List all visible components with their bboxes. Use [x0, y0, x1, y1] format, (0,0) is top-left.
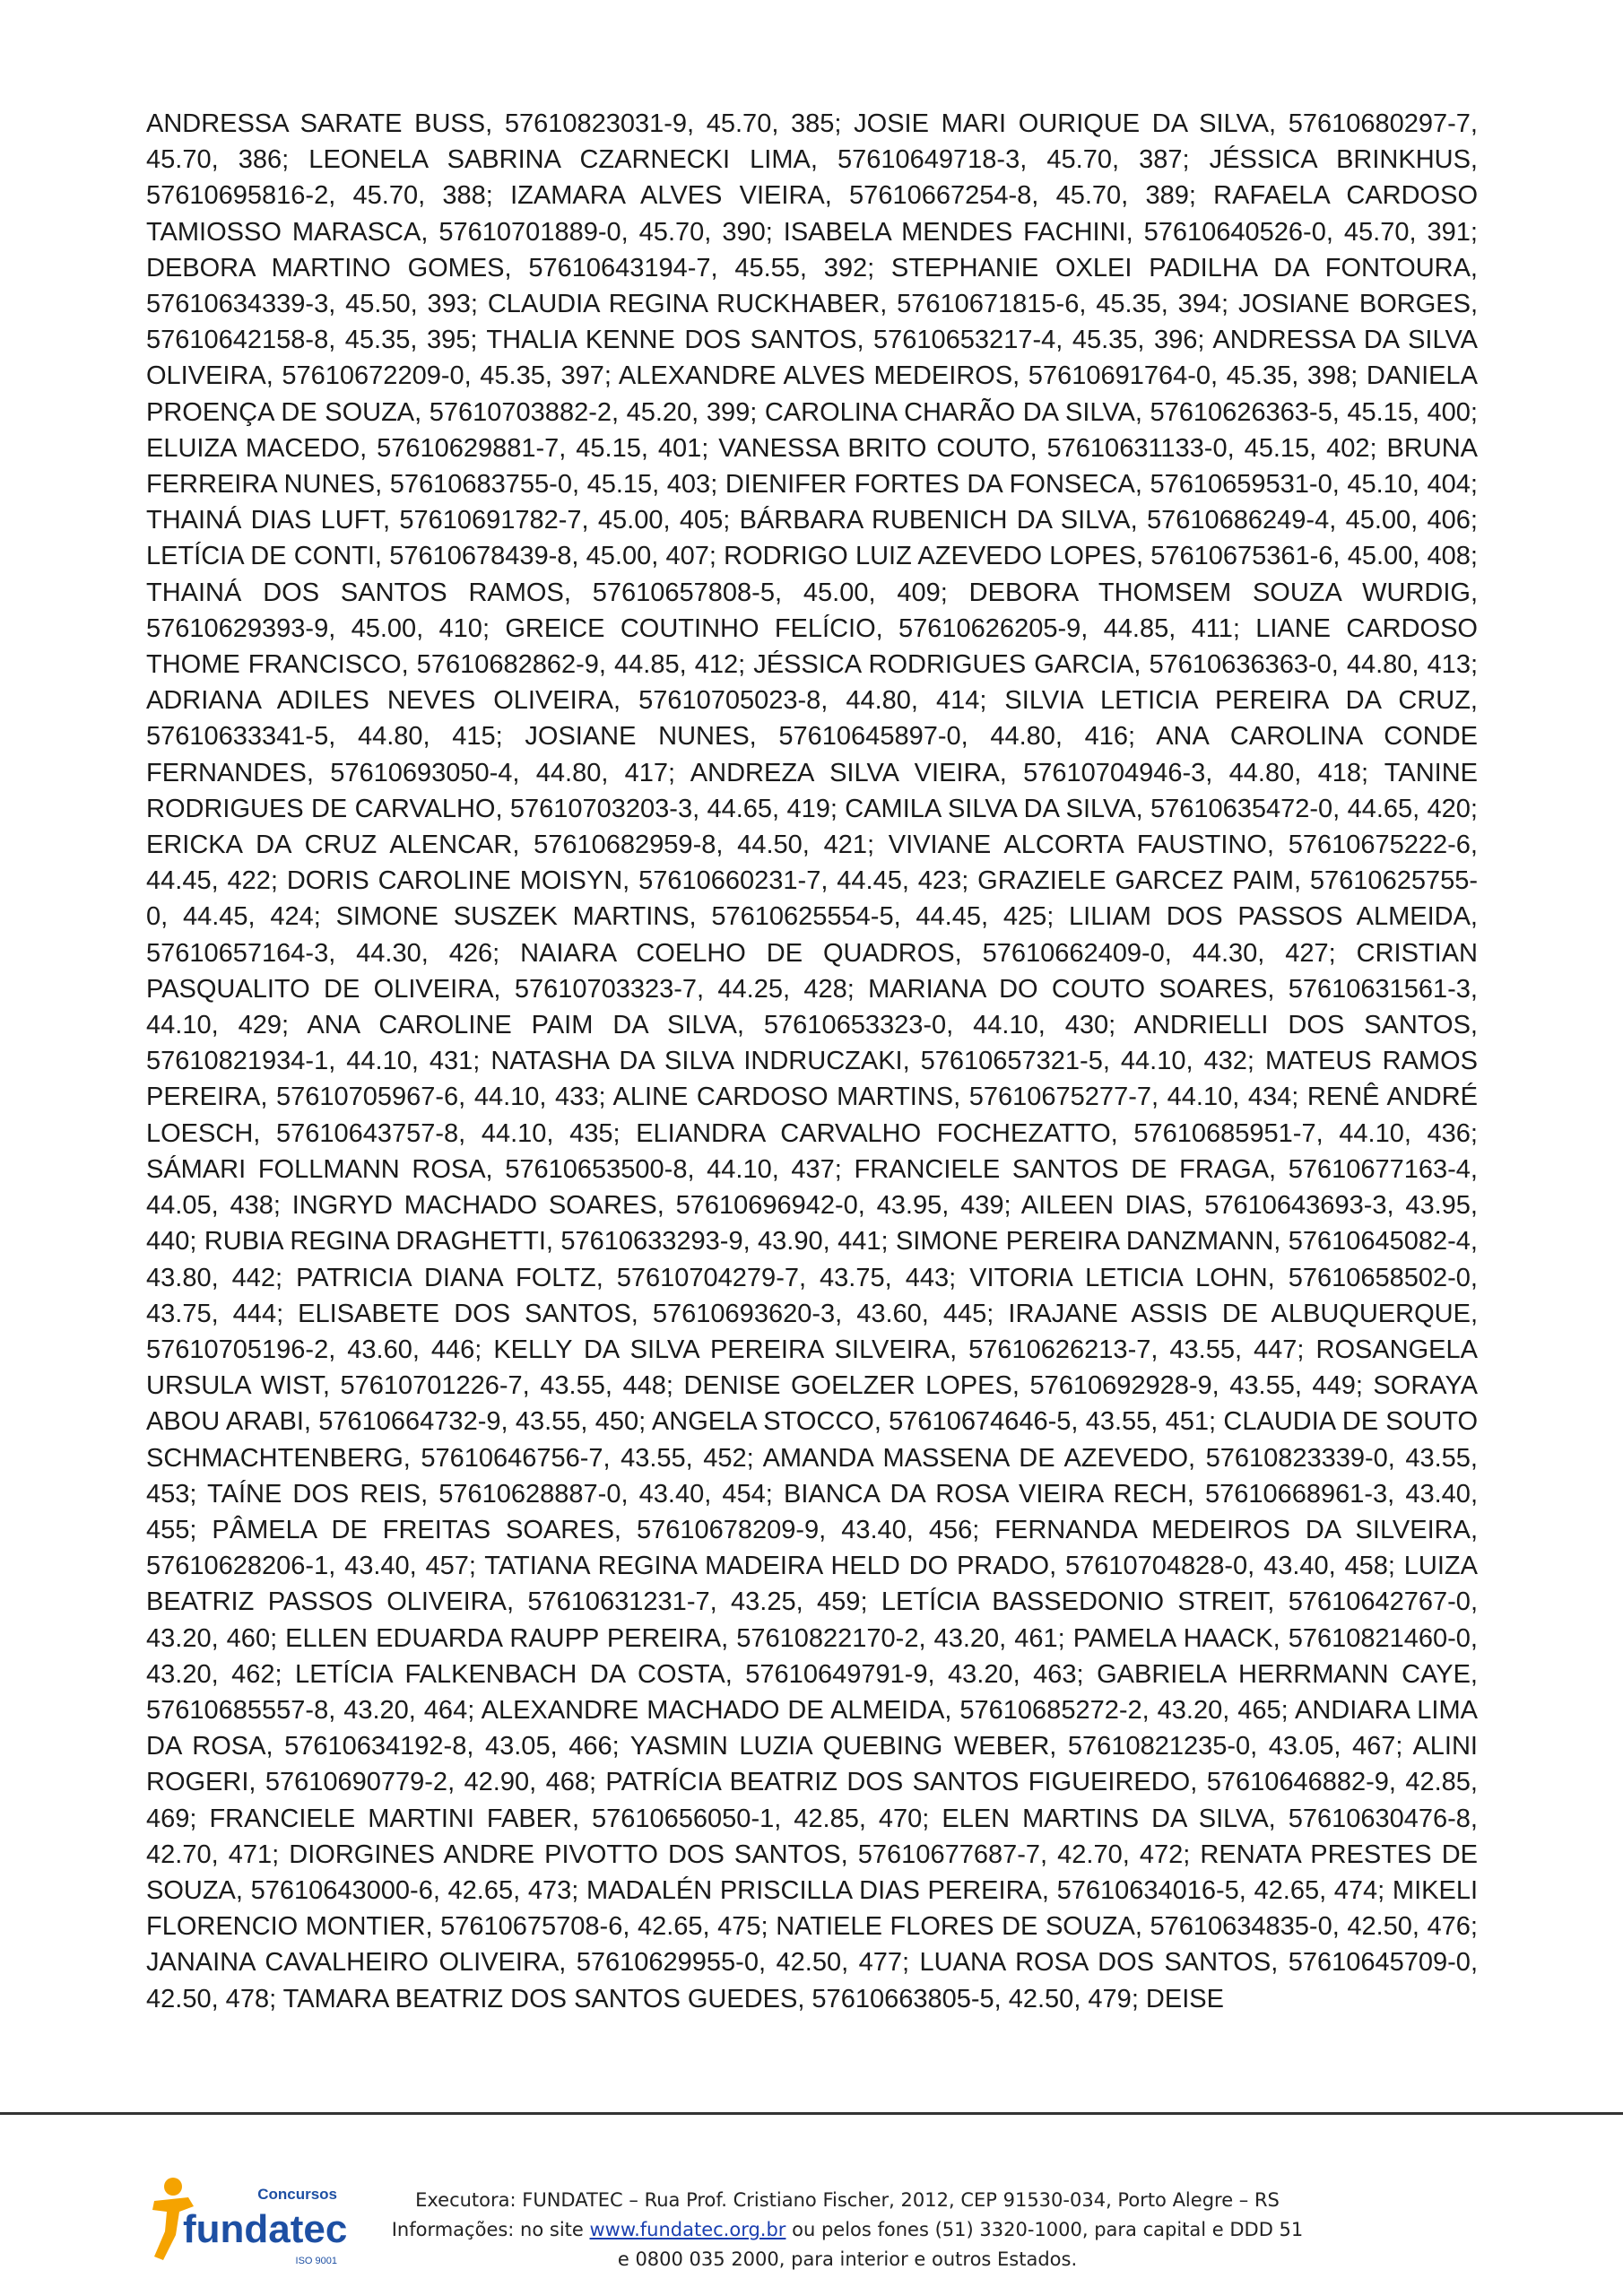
fundatec-logo	[149, 2170, 351, 2278]
footer-address-line: Executora: FUNDATEC – Rua Prof. Cristiano Fischer, 2012, CEP 91530-034, Porto Alegre – RS	[415, 2189, 1280, 2211]
footer-info-line	[377, 2215, 1318, 2245]
logo-iso-text: ISO 9001	[295, 2256, 337, 2266]
footer-info	[377, 2186, 1318, 2274]
logo-fundatec-text: fundatec	[183, 2207, 348, 2251]
footer-info-prefix: Informações: no site	[391, 2219, 590, 2240]
footer-divider	[0, 2112, 1623, 2115]
fundatec-website-link[interactable]: www.fundatec.org.br	[589, 2219, 786, 2240]
logo-concursos-text: Concursos	[257, 2186, 337, 2203]
footer-info-suffix: ou pelos fones (51) 3320-1000, para capital e DDD 51	[785, 2219, 1304, 2240]
footer-phone-line: e 0800 035 2000, para interior e outros Estados.	[617, 2248, 1078, 2270]
results-list-text: ANDRESSA SARATE BUSS, 57610823031-9, 45.70, 385; JOSIE MARI OURIQUE DA SILVA, 57610680297-7, 45.70, 386; LEONELA SABRINA CZARNECKI LIMA, 57610649718-3, 45.70, 387; JÉSSICA BRINKHUS, 57610695816-2, 45.70, 388; IZAMARA ALVES VIEIRA, 57610667254-8, 45.70, 389; RAFAELA CARDOSO TAMIOSSO MARASCA, 57610701889-0, 45.70, 390; ISABELA MENDES FACHINI, 57610640526-0, 45.70, 391; DEBORA MARTINO GOMES, 57610643194-7, 45.55, 392; STEPHANIE OXLEI PADILHA DA FONTOURA, 57610634339-3, 45.50, 393; CLAUDIA REGINA RUCKHABER, 57610671815-6, 45.35, 394; JOSIANE BORGES, 57610642158-8, 45.35, 395; THALIA KENNE DOS SANTOS, 57610653217-4, 45.35, 396; ANDRESSA DA SILVA OLIVEIRA, 57610672209-0, 45.35, 397; ALEXANDRE ALVES MEDEIROS, 57610691764-0, 45.35, 398; DANIELA PROENÇA DE SOUZA, 57610703882-2, 45.20, 399; CAROLINA CHARÃO DA SILVA, 57610626363-5, 45.15, 400; ELUIZA MACEDO, 57610629881-7, 45.15, 401; VANESSA BRITO COUTO, 57610631133-0, 45.15, 402; BRUNA FERREIRA NUNES, 57610683755-0, 45.15, 403; DIENIFER FORTES DA FONSECA, 57610659531-0, 45.10, 404; THAINÁ DIAS LUFT, 57610691782-7, 45.00, 405; BÁRBARA RUBENICH DA SILVA, 57610686249-4, 45.00, 406; LETÍCIA DE CONTI, 57610678439-8, 45.00, 407; RODRIGO LUIZ AZEVEDO LOPES, 57610675361-6, 45.00, 408; THAINÁ DOS SANTOS RAMOS, 57610657808-5, 45.00, 409; DEBORA THOMSEM SOUZA WURDIG, 57610629393-9, 45.00, 410; GREICE COUTINHO FELÍCIO, 57610626205-9, 44.85, 411; LIANE CARDOSO THOME FRANCISCO, 57610682862-9, 44.85, 412; JÉSSICA RODRIGUES GARCIA, 57610636363-0, 44.80, 413; ADRIANA ADILES NEVES OLIVEIRA, 57610705023-8, 44.80, 414; SILVIA LETICIA PEREIRA DA CRUZ, 57610633341-5, 44.80, 415; JOSIANE NUNES, 57610645897-0, 44.80, 416; ANA CAROLINA CONDE FERNANDES, 57610693050-4, 44.80, 417; ANDREZA SILVA VIEIRA, 57610704946-3, 44.80, 418; TANINE RODRIGUES DE CARVALHO, 57610703203-3, 44.65, 419; CAMILA SILVA DA SILVA, 57610635472-0, 44.65, 420; ERICKA DA CRUZ ALENCAR, 57610682959-8, 44.50, 421; VIVIANE ALCORTA FAUSTINO, 57610675222-6, 44.45, 422; DORIS CAROLINE MOISYN, 57610660231-7, 44.45, 423; GRAZIELE GARCEZ PAIM, 57610625755-0, 44.45, 424; SIMONE SUSZEK MARTINS, 57610625554-5, 44.45, 425; LILIAM DOS PASSOS ALMEIDA, 57610657164-3, 44.30, 426; NAIARA COELHO DE QUADROS, 57610662409-0, 44.30, 427; CRISTIAN PASQUALITO DE OLIVEIRA, 57610703323-7, 44.25, 428; MARIANA DO COUTO SOARES, 57610631561-3, 44.10, 429; ANA CAROLINE PAIM DA SILVA, 57610653323-0, 44.10, 430; ANDRIELLI DOS SANTOS, 57610821934-1, 44.10, 431; NATASHA DA SILVA INDRUCZAKI, 57610657321-5, 44.10, 432; MATEUS RAMOS PEREIRA, 57610705967-6, 44.10, 433; ALINE CARDOSO MARTINS, 57610675277-7, 44.10, 434; RENÊ ANDRÉ LOESCH, 57610643757-8, 44.10, 435; ELIANDRA CARVALHO FOCHEZATTO, 57610685951-7, 44.10, 436; SÁMARI FOLLMANN ROSA, 57610653500-8, 44.10, 437; FRANCIELE SANTOS DE FRAGA, 57610677163-4, 44.05, 438; INGRYD MACHADO SOARES, 57610696942-0, 43.95, 439; AILEEN DIAS, 57610643693-3, 43.95, 440; RUBIA REGINA DRAGHETTI, 57610633293-9, 43.90, 441; SIMONE PEREIRA DANZMANN, 57610645082-4, 43.80, 442; PATRICIA DIANA FOLTZ, 57610704279-7, 43.75, 443; VITORIA LETICIA LOHN, 57610658502-0, 43.75, 444; ELISABETE DOS SANTOS, 57610693620-3, 43.60, 445; IRAJANE ASSIS DE ALBUQUERQUE, 57610705196-2, 43.60, 446; KELLY DA SILVA PEREIRA SILVEIRA, 57610626213-7, 43.55, 447; ROSANGELA URSULA WIST, 57610701226-7, 43.55, 448; DENISE GOELZER LOPES, 57610692928-9, 43.55, 449; SORAYA ABOU ARABI, 57610664732-9, 43.55, 450; ANGELA STOCCO, 57610674646-5, 43.55, 451; CLAUDIA DE SOUTO SCHMACHTENBERG, 57610646756-7, 43.55, 452; AMANDA MASSENA DE AZEVEDO, 57610823339-0, 43.55, 453; TAÍNE DOS REIS, 57610628887-0, 43.40, 454; BIANCA DA ROSA VIEIRA RECH, 57610668961-3, 43.40, 455; PÂMELA DE FREITAS SOARES, 57610678209-9, 43.40, 456; FERNANDA MEDEIROS DA SILVEIRA, 57610628206-1, 43.40, 457; TATIANA REGINA MADEIRA HELD DO PRADO, 57610704828-0, 43.40, 458; LUIZA BEATRIZ PASSOS OLIVEIRA, 57610631231-7, 43.25, 459; LETÍCIA BASSEDONIO STREIT, 57610642767-0, 43.20, 460; ELLEN EDUARDA RAUPP PEREIRA, 57610822170-2, 43.20, 461; PAMELA HAACK, 57610821460-0, 43.20, 462; LETÍCIA FALKENBACH DA COSTA, 57610649791-9, 43.20, 463; GABRIELA HERRMANN CAYE, 57610685557-8, 43.20, 464; ALEXANDRE MACHADO DE ALMEIDA, 57610685272-2, 43.20, 465; ANDIARA LIMA DA ROSA, 57610634192-8, 43.05, 466; YASMIN LUZIA QUEBING WEBER, 57610821235-0, 43.05, 467; ALINI ROGERI, 57610690779-2, 42.90, 468; PATRÍCIA BEATRIZ DOS SANTOS FIGUEIREDO, 57610646882-9, 42.85, 469; FRANCIELE MARTINI FABER, 57610656050-1, 42.85, 470; ELEN MARTINS DA SILVA, 57610630476-8, 42.70, 471; DIORGINES ANDRE PIVOTTO DOS SANTOS, 57610677687-7, 42.70, 472; RENATA PRESTES DE SOUZA, 57610643000-6, 42.65, 473; MADALÉN PRISCILLA DIAS PEREIRA, 57610634016-5, 42.65, 474; MIKELI FLORENCIO MONTIER, 57610675708-6, 42.65, 475; NATIELE FLORES DE SOUZA, 57610634835-0, 42.50, 476; JANAINA CAVALHEIRO OLIVEIRA, 57610629955-0, 42.50, 477; LUANA ROSA DOS SANTOS, 57610645709-0, 42.50, 478; TAMARA BEATRIZ DOS SANTOS GUEDES, 57610663805-5, 42.50, 479; DEISE	[146, 109, 1478, 2013]
